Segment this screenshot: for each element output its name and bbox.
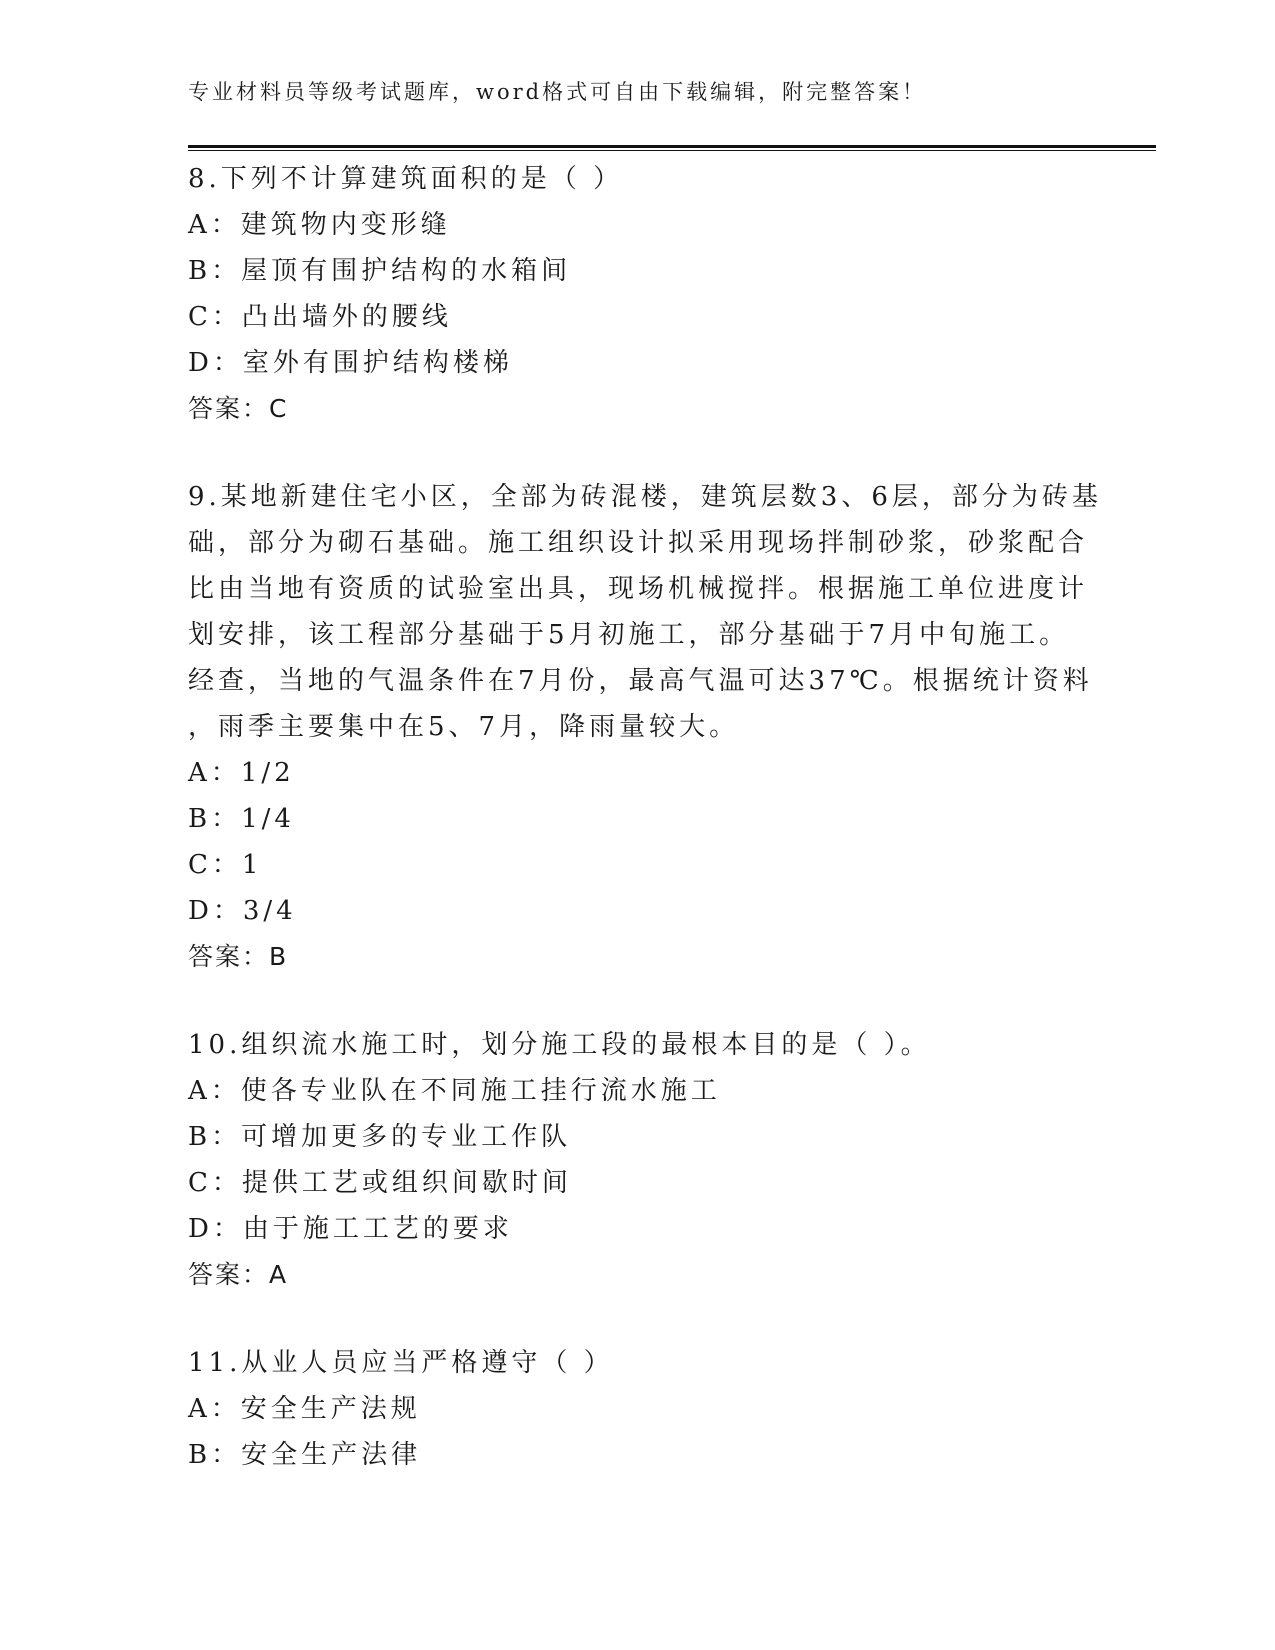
- option-d: D：室外有围护结构楼梯: [188, 348, 513, 378]
- answer: 答案：B: [188, 942, 289, 971]
- question-stem: 11.从业人员应当严格遵守（ ）: [188, 1348, 614, 1378]
- question-stem: 础，部分为砌石基础。施工组织设计拟采用现场拌制砂浆，砂浆配合: [188, 528, 1089, 558]
- option-b: B：屋顶有围护结构的水箱间: [188, 256, 572, 286]
- answer: 答案：A: [188, 1260, 289, 1289]
- question-stem: ，雨季主要集中在5、7月，降雨量较大。: [188, 712, 740, 742]
- option-a: A：1/2: [188, 758, 295, 788]
- option-b: B：可增加更多的专业工作队: [188, 1122, 572, 1152]
- header-rule: [188, 145, 1156, 148]
- option-b: B：1/4: [188, 804, 295, 834]
- option-d: D：3/4: [188, 896, 297, 926]
- question-stem: 10.组织流水施工时，划分施工段的最根本目的是（ ）。: [188, 1030, 931, 1060]
- question-stem: 8.下列不计算建筑面积的是（ ）: [188, 164, 624, 194]
- option-a: A：使各专业队在不同施工挂行流水施工: [188, 1076, 721, 1106]
- question-stem: 9.某地新建住宅小区，全部为砖混楼，建筑层数3、6层，部分为砖基: [188, 482, 1102, 512]
- option-a: A：建筑物内变形缝: [188, 210, 451, 240]
- option-c: C：凸出墙外的腰线: [188, 302, 452, 332]
- header-rule-thin: [188, 150, 1156, 151]
- option-a: A：安全生产法规: [188, 1394, 421, 1424]
- option-c: C：提供工艺或组织间歇时间: [188, 1168, 572, 1198]
- answer: 答案：C: [188, 394, 289, 423]
- option-b: B：安全生产法律: [188, 1440, 422, 1470]
- question-stem: 比由当地有资质的试验室出具，现场机械搅拌。根据施工单位进度计: [188, 574, 1089, 604]
- option-d: D：由于施工工艺的要求: [188, 1214, 513, 1244]
- option-c: C：1: [188, 850, 263, 880]
- page-header: 专业材料员等级考试题库，word格式可自由下载编辑，附完整答案！: [188, 80, 927, 104]
- question-stem: 划安排，该工程部分基础于5月初施工，部分基础于7月中旬施工。: [188, 620, 1070, 650]
- question-stem: 经查，当地的气温条件在7月份，最高气温可达37℃。根据统计资料: [188, 666, 1093, 696]
- question-list: [188, 156, 1102, 1478]
